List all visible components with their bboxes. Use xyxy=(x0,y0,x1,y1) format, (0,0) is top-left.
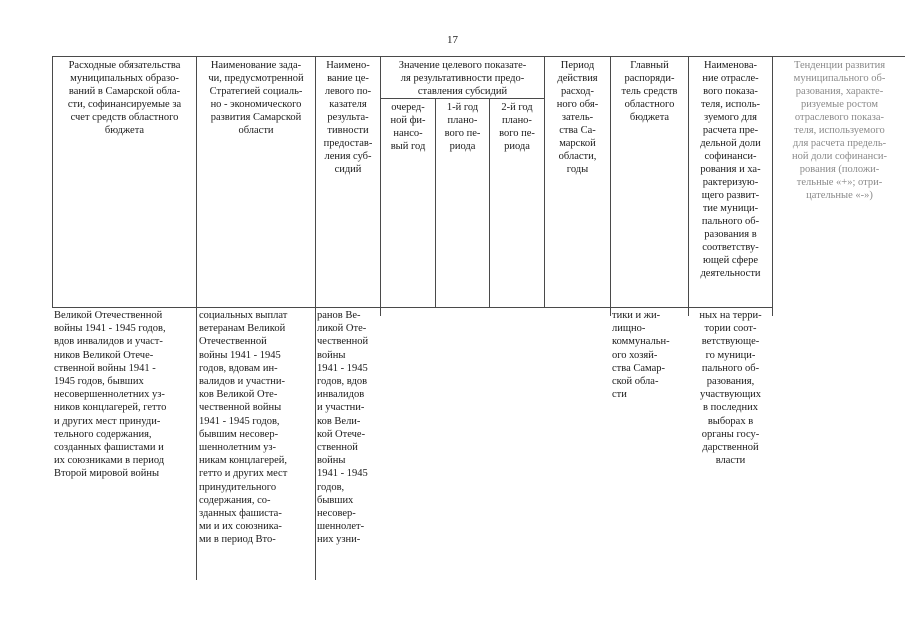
header-development-trends: Тенденции развития муниципального об- разования, характе- ризуемые ростом отраслевого показа- теля, используемого для расчета предель- ной доли софинанси- рования (положи- тельные «+»; отри- цательные «-») xyxy=(791,60,888,201)
body-task-name: социальных выплат ветеранам Великой Отечественной войны 1941 - 1945 годов, вдовам ин- валидов и участни- ков Великой Оте- чественной войны 1941 - 1945 годов, бывшим несовер- шеннолетним уз- никам концлагерей, гетто и других мест принудительного содержания, со- зданных фашиста- ми и их союзника- ми в период Вто- xyxy=(199,310,288,546)
header-action-period: Период действия расход- ного обя- затель- ства Са- марской области, годы xyxy=(556,60,599,175)
body-sector-indicator-name: ных на терри- тории соот- ветствующе- го муници- пального об- разования, участвующих в последних выборах в органы госу- дарственной власти xyxy=(699,310,762,467)
header-next-fiscal-year: очеред- ной фи- нансо- вый год xyxy=(390,102,426,152)
page-number: 17 xyxy=(447,34,458,46)
header-indicator-value-group: Значение целевого показате- ля результативности предо- ставления субсидий xyxy=(398,60,527,97)
body-target-indicator-name: ранов Ве- ликой Оте- чественной войны 1941 - 1945 годов, вдов инвалидов и участни- ков Вели- кой Отече- ственной войны 1941 - 1945 годов, бывших несовер- шеннолет- них узни- xyxy=(317,310,369,546)
body-expense-obligations: Великой Отечественной войны 1941 - 1945 годов, вдов инвалидов и участ- ников Великой Отече- ственной войны 1941 - 1945 годов, бывших несовершеннолетних уз- ников концлагерей, гетто и других мест принуди- тельного содержания, созданных фашистами и их союзниками в период Второй мировой войны xyxy=(54,310,167,480)
header-main-manager: Главный распоряди- тель средств областного бюджета xyxy=(621,60,678,123)
body-main-manager: тики и жи- лищно- коммунальн- ого хозяй- ства Самар- ской обла- сти xyxy=(612,310,670,401)
header-target-indicator-name: Наимено- вание це- левого по- казателя результа- тивности предостав- ления суб- сидий xyxy=(323,60,373,175)
header-sector-indicator-name: Наименова- ние отрасле- вого показа- теля, исполь- зуемого для расчета пре- дельной доли софинанси- рования и ха- рактеризую- щего развит- тие муници- пального об- разования в соответству- ющей сфере деятельности xyxy=(700,60,761,279)
header-task-name: Наименование зада- чи, предусмотренной Стратегией социаль- но - экономического развития Самарской области xyxy=(208,60,304,136)
header-planning-year-1: 1-й год плано- вого пе- риода xyxy=(444,102,481,152)
header-planning-year-2: 2-й год плано- вого пе- риода xyxy=(499,102,535,152)
header-expense-obligations: Расходные обязательства муниципальных образо- ваний в Самарской обла- сти, софинансируемые за счет средств областного бюджета xyxy=(67,60,182,136)
